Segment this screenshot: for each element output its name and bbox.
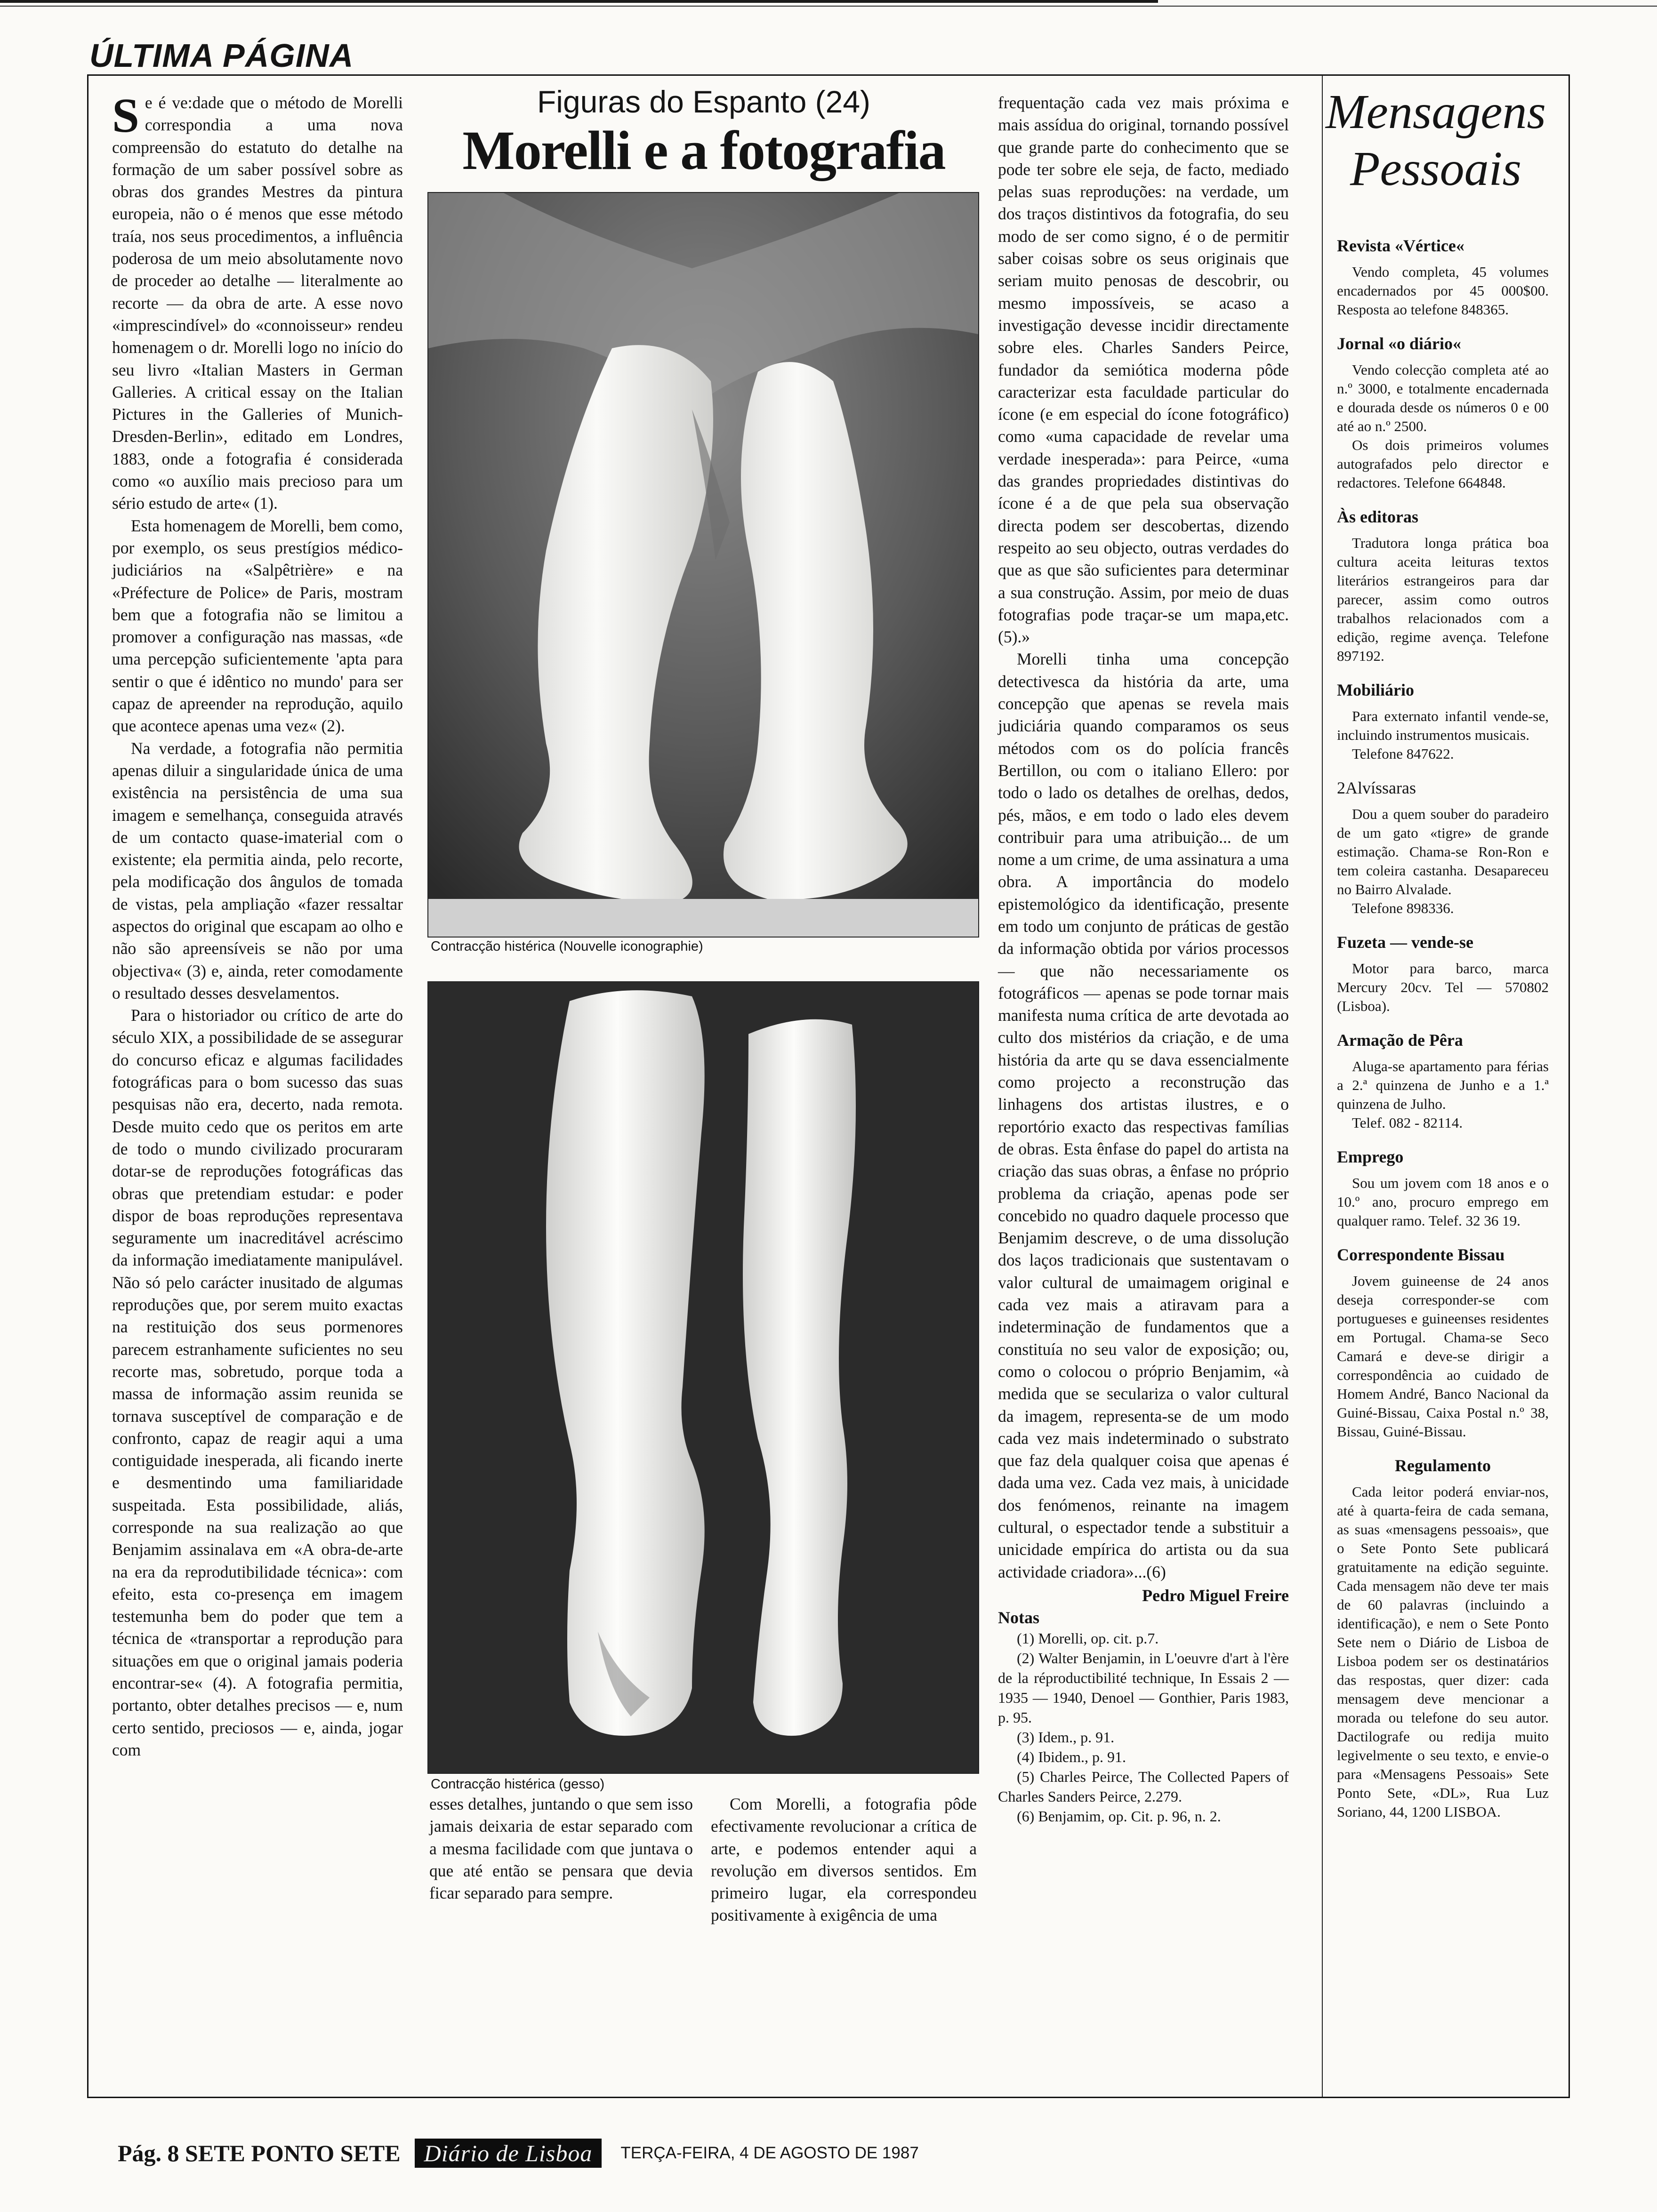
ad-heading: 2Alvíssaras [1337, 778, 1416, 797]
article-column-3 [711, 1793, 977, 1927]
classifieds-title-line: Mensagens [1326, 85, 1546, 139]
note-item: (1) Morelli, op. cit. p.7. [1017, 1629, 1159, 1647]
paragraph: esses detalhes, juntando o que sem isso jamais deixaria de estar separado com a mesma facilidade com que juntava o que até então se pensara que devia ficar separado para sempre. [429, 1795, 693, 1903]
photo-legs-2 [427, 981, 979, 1774]
paragraph: e é ve:dade que o método de Morelli correspondia a uma nova compreensão do estatuto do detalhe na formação de um saber possível sobre as obras dos grandes Mestres da pintura europeia, não o é menos que esse método traía, nos seus procedimentos, a influência poderosa de um meio absolutamente novo de proceder ao detalhe — literalmente ao recorte — da obra de arte. A esse novo «imprescindível» do «connoisseur» rendeu homenagem o dr. Morelli logo no início do seu livro «Italian Masters in German Galleries. A critical essay on the Italian Pictures in the Galleries of Munich-Dresden-Berlin», editado em Londres, 1883, onde a fotografia é considerada como «o auxílio mais precioso para um sério estudo de arte« (1). [112, 93, 403, 513]
frame-bottom [87, 2097, 1570, 2098]
notes-heading: Notas [998, 1608, 1039, 1627]
ad-body: Telefone 847622. [1352, 745, 1454, 762]
paragraph: Na verdade, a fotografia não permitia apenas diluir a singularidade única de uma existência na persistência de uma sua imagem e semelhança, conseguida através de um contacto quase-imaterial com o existente; ela permitia ainda, pelo recorte, pela modificação dos ângulos de tomada de vistas, pela ampliação «fazer ressaltar aspectos do original que escapam ao olho e não são apreensíveis se não por uma objectiva« (3) e, ainda, reter comodamente o resultado desses desvelamentos. [112, 738, 403, 1002]
ad-body: Sou um jovem com 18 anos e o 10.º ano, procuro emprego em qualquer ramo. Telef. 32 36 19. [1337, 1175, 1549, 1229]
photo-legs-1-image [428, 193, 978, 937]
ad-body: Cada leitor poderá enviar-nos, até à quarta-feira de cada semana, as suas «mensagens pessoais», que o Sete Ponto Sete publicará gratuitamente na edição seguinte. Cada mensagem não deve ter mais de 60 palavras (incluindo a identificação), e nem o Sete Ponto Sete nem o Diário de Lisboa de Lisboa podem ser os destinatários das respostas, quer dizer: cada mensagem deve mencionar a morada ou telefone do seu autor. Dactilografe ou redija muito legivelmente o seu texto, e envie-o para «Mensagens Pessoais» Sete Ponto Sete, «DL», Rua Luz Soriano, 44, 1200 LISBOA. [1337, 1483, 1549, 1820]
top-rule [0, 0, 1657, 12]
article-column-4 [998, 92, 1289, 1826]
masthead-logo: Diário de Lisboa [415, 2139, 602, 2168]
ad-body: Dou a quem souber do paradeiro de um gato «tigre» de grande estimação. Chama-se Ron-Ron e tem coleira castanha. Desapareceu no Bairro Alvalade. [1337, 806, 1549, 898]
ad-body: Telefone 898336. [1352, 900, 1454, 916]
ad-body: Jovem guineense de 24 anos deseja corresponder-se com portugueses e guineenses residentes em Portugal. Chama-se Seco Camará e deve-se dirigir a correspondência ao cuidado de Homem André, Banco Nacional da Guiné-Bissau, Caixa Postal n.º 38, Bissau, Guiné-Bissau. [1337, 1273, 1549, 1440]
drop-cap: S [112, 88, 139, 143]
author-signature: Pedro Miguel Freire [1142, 1586, 1289, 1605]
photo-legs-1 [427, 192, 979, 938]
ad-heading: Regulamento [1395, 1456, 1491, 1475]
page-number: Pág. 8 SETE PONTO SETE [118, 2140, 401, 2166]
photo-legs-2-image [428, 982, 978, 1773]
ad-heading: Fuzeta — vende-se [1337, 933, 1473, 952]
classifieds-divider [1322, 75, 1323, 2097]
ad-body: Motor para barco, marca Mercury 20cv. Tel — 570802 (Lisboa). [1337, 960, 1549, 1014]
article-title: Morelli e a fotografia [462, 120, 945, 181]
frame-right [1569, 74, 1570, 2098]
photo-2-caption: Contracção histérica (gesso) [431, 1777, 605, 1792]
paragraph: Morelli tinha uma concepção detectivesca da história da arte, uma concepção que apenas se revela mais judiciária quando comparamos os seus métodos com os do polícia francês Bertillon, ou com o italiano Ellero: por todo o lado os detalhes de orelhas, dedos, pés, mãos, e em todo o lado eles devem contribuir para uma atribuição... de um nome a um crime, de uma assinatura a uma obra. A importância do modelo epistemológico da identificação, presente em todo um conjunto de práticas de gestão da informação obtida por vários processos — que não necessariamente os fotográficos — apenas se pode tornar mais manifesta numa crítica de arte devotada ao culto dos mistérios da criação, e de uma história da arte qu se dava essencialmente como projecto a reconstrução das linhagens dos artistas ilustres, e o reportório exacto das respectivas famílias de obras. Esta ênfase do papel do artista na criação das suas obras, a ênfase no próprio problema da criação, apenas pode ser concebido no quadro daquele processo que Benjamim descreve, o de uma dissolução dos laços tradicionais que sustentavam o valor cultural de umaimagem original e cada vez mais a atiravam para a indeterminação de fundamentos que a constituía no seu valor de exposição; ou, como o colocou o próprio Benjamim, «à medida que se seculariza o valor cultural da imagem, representa-se de um modo cada vez mais indeterminado o substrato que faz dela qualquer coisa que apenas é dada uma vez. Cada vez mais, à unicidade dos fenómenos, reinante na imagem cultural, o espectador tende a substituir a unicidade empírica do artista ou da sua actividade criadora»...(6) [998, 649, 1289, 1581]
ad-body: Vendo completa, 45 volumes encadernados por 45 000$00. Resposta ao telefone 848365. [1337, 264, 1549, 318]
frame-left [87, 74, 88, 2098]
classifieds-title [1323, 84, 1549, 197]
note-item: (3) Idem., p. 91. [1017, 1728, 1115, 1746]
article-column-2 [429, 1793, 693, 1904]
section-rule [87, 74, 1570, 76]
paragraph: Esta homenagem de Morelli, bem como, por exemplo, os seus prestígios médico-judiciários na «Salpêtrière» e na «Préfecture de Police» de Paris, mostram bem que a fotografia não se limitou a promover a configuração nas massas, «de uma percepção suficientemente 'apta para sentir o que é idêntico no mundo' para ser capaz de apreender na reprodução, aquilo que acontece apenas uma vez« (2). [112, 516, 403, 736]
ad-body: Aluga-se apartamento para férias a 2.ª quinzena de Junho e a 1.ª quinzena de Julho. [1337, 1058, 1549, 1112]
ad-body: Os dois primeiros volumes autografados pelo director e redactores. Telefone 664848. [1337, 437, 1549, 491]
ad-heading: Armação de Pêra [1337, 1031, 1463, 1050]
ad-heading: Às editoras [1337, 507, 1418, 526]
issue-date: TERÇA-FEIRA, 4 DE AGOSTO DE 1987 [620, 2144, 919, 2162]
section-label: ÚLTIMA PÁGINA [89, 37, 354, 74]
note-item: (6) Benjamim, op. Cit. p. 96, n. 2. [1017, 1807, 1221, 1825]
paragraph: frequentação cada vez mais próxima e mais assídua do original, tornando possível que grande parte do conhecimento que se pode ter sobre ele seja, de facto, mediado pelas suas reproduções: na verdade, um dos traços distintivos da fotografia, do seu modo de ser como signo, é o de permitir saber coisas sobre os seus originais que seriam muito penosas de descobrir, ou mesmo impossíveis, se acaso a investigação devesse incidir directamente sobre eles. Charles Sanders Peirce, fundador da semiótica moderna pôde caracterizar esta faculdade particular do ícone (e em especial do ícone fotográfico) como «uma capacidade de revelar uma verdade inesperada»: para Peirce, «uma das grandes propriedades distintivas do ícone é a de que pela sua observação directa podem ser descobertas, dizendo respeito ao seu objecto, outras verdades do que as que são suficientes para determinar a sua construção. Assim, por meio de duas fotografias pode traçar-se um mapa,etc. (5).» [998, 93, 1289, 647]
ad-body: Tradutora longa prática boa cultura aceita leituras textos literários estrangeiros para dar parecer, assim como outros trabalhos relacionados com a edição, regime avença. Telefone 897192. [1337, 535, 1549, 664]
note-item: (4) Ibidem., p. 91. [1017, 1748, 1126, 1765]
ad-body: Vendo colecção completa até ao n.º 3000, e totalmente encadernada e dourada desde os números 0 e 00 até ao n.º 2500. [1337, 361, 1549, 434]
ad-heading: Jornal «o diário« [1337, 334, 1462, 353]
classifieds-column [1337, 221, 1549, 1821]
note-item: (5) Charles Peirce, The Collected Papers of Charles Sanders Peirce, 2.279. [998, 1768, 1289, 1805]
page-footer [118, 2132, 1530, 2174]
article-kicker: Figuras do Espanto (24) [537, 84, 871, 119]
article-column-1 [112, 88, 403, 1761]
ad-body: Para externato infantil vende-se, incluindo instrumentos musicais. [1337, 708, 1549, 743]
paragraph: Para o historiador ou crítico de arte do século XIX, a possibilidade de se assegurar do concurso eficaz e algumas facilidades fotográficas para o bom sucesso das suas pesquisas não era, decerto, nada remota. Desde muito cedo que os peritos em arte de todo o mundo civilizado procuraram dotar-se de reproduções fotográficas das obras que pretendiam estudar: e poder dispor de boas reproduções representava seguramente um inacreditável acréscimo da informação imediatamente manipulável. Não só pelo carácter inusitado de algumas reproduções que, por serem muito exactas na restituição dos seus pormenores parecem estranhamente suficientes no seu recorte mas, sobretudo, porque toda a massa de informação assim reunida se tornava susceptível de comparação e de confronto, capaz de reagir aqui a uma contiguidade inesperada, ali ficando inerte e desmentindo uma familiaridade suspeitada. Esta possibilidade, aliás, corresponde na sua realização ao que Benjamim assinalava em «A obra-de-arte na era da reprodutibilidade técnica»: com efeito, esta co-presença em imagem testemunha bem do poder que tem a técnica de «transportar a reprodução para situações em que o original jamais poderia encontrar-se« (4). A fotografia permitia, portanto, obter detalhes precisos — e, num certo sentido, preciosos — e, ainda, jogar com [112, 1006, 403, 1759]
ad-heading: Mobiliário [1337, 681, 1414, 699]
ad-heading: Revista «Vértice« [1337, 236, 1464, 255]
ad-heading: Emprego [1337, 1147, 1404, 1166]
classifieds-title-line: Pessoais [1350, 141, 1521, 196]
photo-1-caption: Contracção histérica (Nouvelle iconographie) [431, 939, 703, 954]
ad-body: Telef. 082 - 82114. [1352, 1114, 1463, 1131]
note-item: (2) Walter Benjamin, in L'oeuvre d'art à l'ère de la réproductibilité technique, In Essais 2 — 1935 — 1940, Denoel — Gonthier, Paris 1983, p. 95. [998, 1649, 1289, 1726]
paragraph: Com Morelli, a fotografia pôde efectivamente revolucionar a crítica de arte, e podemos entender aqui a revolução em diversos sentidos. Em primeiro lugar, ela correspondeu positivamente à exigência de uma [711, 1795, 977, 1925]
ad-heading: Correspondente Bissau [1337, 1245, 1505, 1264]
